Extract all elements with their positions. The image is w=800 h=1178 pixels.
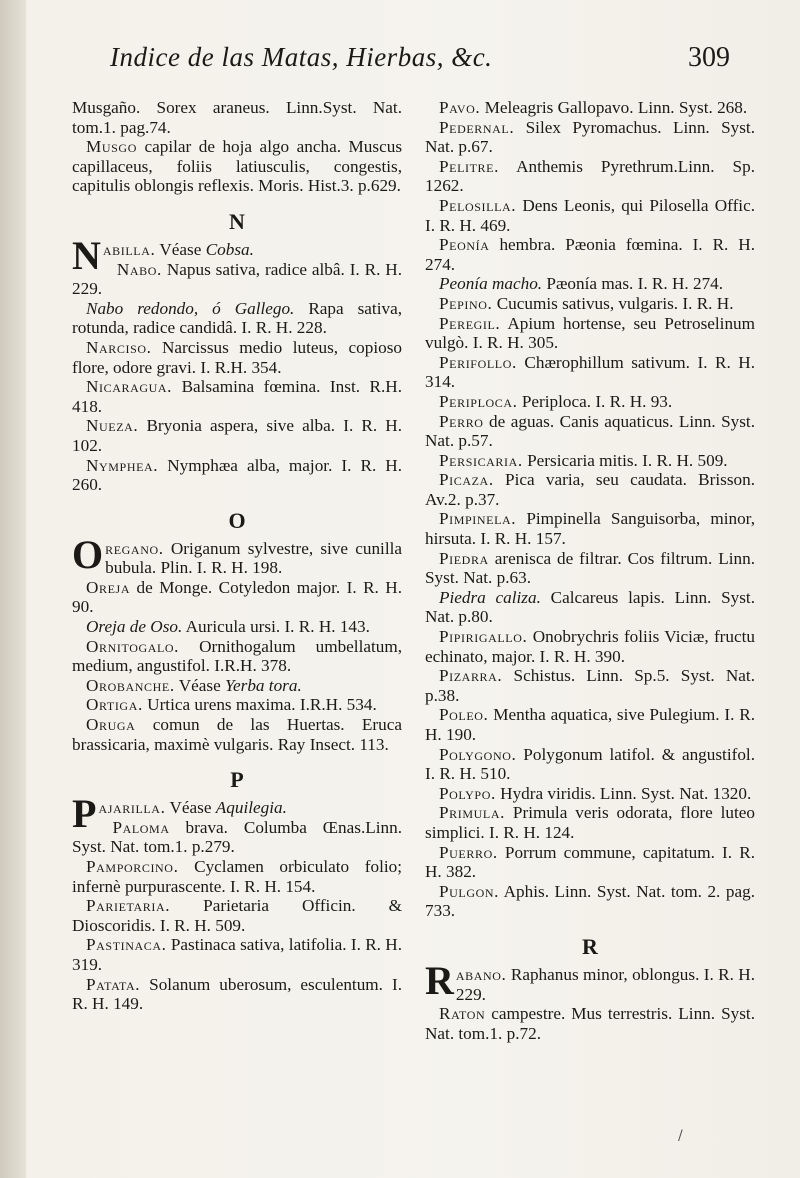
entry-headword: Peonía <box>439 235 490 255</box>
entry-headword: Pepino. <box>439 293 493 313</box>
entry-text: comun de las Huertas. Eruca brassicaria, maximè vulgaris. Ray Insect. 113. <box>72 715 403 754</box>
dictionary-entry <box>72 896 402 935</box>
dictionary-entry <box>72 857 402 896</box>
right-column <box>425 98 755 1043</box>
entry-text: hembra. Pæonia fœmina. I. R. H. 274. <box>425 235 755 274</box>
entry-variant: Oreja de Oso. <box>86 617 183 637</box>
dictionary-entry <box>425 392 755 412</box>
dictionary-entry <box>72 137 402 196</box>
page-number: 309 <box>688 42 730 73</box>
dictionary-entry <box>425 353 755 392</box>
entry-headword: Puerro. <box>439 842 498 862</box>
running-header <box>110 38 730 84</box>
entry-text: brava. Columba Œnas.Linn. Syst. Nat. tom.1. p.279. <box>72 817 403 857</box>
entry-text: de Monge. Cotyledon major. I. R. H. 90. <box>72 577 402 617</box>
entry-text: Porrum commune, capitatum. I. R. H. 382. <box>425 842 755 882</box>
dictionary-entry <box>425 803 755 842</box>
section-letter: O <box>228 507 246 533</box>
dictionary-entry <box>425 1004 755 1043</box>
entry-text: Persicaria mitis. I. R. H. 509. <box>527 450 728 470</box>
dictionary-entry <box>425 957 756 1004</box>
entry-headword: Picaza. <box>439 470 494 490</box>
section-letter: R <box>582 933 598 959</box>
dictionary-entry <box>425 118 755 157</box>
entry-headword: Oreja <box>86 577 131 597</box>
dictionary-entry <box>425 745 755 784</box>
dictionary-entry <box>425 157 755 196</box>
entry-reference: Yerba tora. <box>225 675 302 695</box>
entry-text: Raphanus minor, oblongus. I. R. H. 229. <box>455 964 756 1004</box>
entry-text: Ornithogalum umbellatum, medium, angustifol. I.R.H. 378. <box>72 636 403 676</box>
dictionary-entry <box>72 578 402 617</box>
dictionary-entry <box>72 695 402 715</box>
dictionary-entry <box>72 617 402 637</box>
entry-headword: Polypo. <box>439 783 496 803</box>
entry-headword: Polygono. <box>439 744 517 764</box>
entry-text: Polygonum latifol. & angustifol. I. R. H. 510. <box>425 744 755 784</box>
entry-text: Pimpinella Sanguisorba, minor, hirsuta. I. R. H. 157. <box>425 509 755 549</box>
dictionary-entry <box>72 935 402 974</box>
entry-text: Apium hortense, seu Petroselinum vulgò. I. R. H. 305. <box>425 313 755 353</box>
dictionary-entry <box>425 98 755 118</box>
entry-text: Periploca. I. R. H. 93. <box>521 391 673 411</box>
entry-text: Auricula ursi. I. R. H. 143. <box>185 617 370 637</box>
dictionary-entry <box>425 314 755 353</box>
dictionary-entry <box>425 412 755 451</box>
dictionary-entry <box>72 531 403 578</box>
entry-headword: Pastinaca. <box>86 935 167 955</box>
drop-initial: O <box>72 531 104 577</box>
dictionary-entry <box>425 843 755 882</box>
left-column <box>72 98 402 1014</box>
entry-headword: Nabo. <box>116 259 162 279</box>
entry-text: Rapa sativa, rotunda, radice candidâ. I. R. H. 228. <box>72 298 402 338</box>
entry-headword: Ornitogalo. <box>86 636 180 656</box>
dictionary-entry <box>72 818 402 857</box>
entry-headword: Pelosilla. <box>439 195 517 215</box>
entry-headword: Parietaria. <box>86 896 171 916</box>
entry-text: Solanum uberosum, esculentum. I. R. H. 149. <box>72 974 402 1014</box>
dictionary-entry <box>72 456 402 495</box>
entry-variant: Piedra caliza. <box>439 587 541 607</box>
entry-text: Pæonía mas. I. R. H. 274. <box>546 274 724 294</box>
entry-text: Anthemis Pyrethrum.Linn. Sp. 1262. <box>425 156 755 196</box>
entry-text: Chærophillum sativum. I. R. H. 314. <box>425 352 756 392</box>
dictionary-entry <box>425 882 755 921</box>
dictionary-entry <box>425 294 755 314</box>
entry-text: Primula veris odorata, flore luteo simplici. I. R. H. 124. <box>425 803 755 842</box>
entry-headword: Raton <box>439 1004 486 1024</box>
entry-headword: Perifollo. <box>439 352 517 372</box>
entry-headword: Nueza. <box>86 416 139 436</box>
entry-text: Parietaria Officin. & Dioscoridis. I. R. H. 509. <box>72 896 402 935</box>
entry-headword: Persicaria. <box>439 450 523 470</box>
dictionary-entry <box>425 509 755 548</box>
section-letter: P <box>230 767 244 793</box>
entry-headword: Oruga <box>86 715 136 735</box>
entry-headword: Pulgon. <box>439 881 500 901</box>
entry-text: Cucumis sativus, vulgaris. I. R. H. <box>496 293 734 313</box>
entry-headword: abilla. <box>102 239 156 259</box>
entry-headword: Peregil. <box>439 313 501 333</box>
entry-text: de aguas. Canis aquaticus. Linn. Syst. Nat. p.57. <box>425 411 756 451</box>
dictionary-entry <box>72 299 402 338</box>
drop-initial: R <box>425 957 454 1003</box>
entry-headword: Orobanche. <box>86 675 175 695</box>
entry-text: Mentha aquatica, sive Pulegium. I. R. H. 190. <box>425 705 755 744</box>
entry-reference: Cobsa. <box>205 239 254 259</box>
entry-text: Dens Leonis, qui Pilosella Offic. I. R. H. 469. <box>425 195 756 235</box>
entry-text: Véase <box>159 239 202 259</box>
dictionary-entry <box>72 975 402 1014</box>
entry-text: Schistus. Linn. Sp.5. Syst. Nat. p.38. <box>425 666 755 705</box>
dictionary-entry <box>425 235 755 274</box>
dictionary-entry <box>72 338 402 377</box>
entry-headword: Ortiga. <box>86 695 143 715</box>
entry-headword: regano. <box>105 538 164 558</box>
entry-text: Napus sativa, radice albâ. I. R. H. 229. <box>72 259 403 299</box>
entry-text: Origanum sylvestre, sive cunilla bubula. Plin. I. R. H. 198. <box>105 538 403 578</box>
dictionary-entry <box>72 98 402 137</box>
dictionary-entry <box>425 627 755 666</box>
entry-variant: Peonía macho. <box>439 274 543 294</box>
entry-headword: Pamporcino. <box>86 857 179 876</box>
entry-headword: Pelitre. <box>439 156 499 176</box>
entry-text: Hydra viridis. Linn. Syst. Nat. 1320. <box>500 783 752 803</box>
dictionary-entry <box>425 549 755 588</box>
entry-headword: Pimpinela. <box>439 509 517 529</box>
dictionary-entry <box>72 637 402 676</box>
entry-headword: Primula. <box>439 803 505 823</box>
entry-headword: Periploca. <box>439 391 518 411</box>
entry-text: Véase <box>178 675 221 695</box>
dictionary-entry <box>425 470 755 509</box>
entry-variant: Nabo redondo, ó Gallego. <box>86 298 295 318</box>
entry-headword: Paloma <box>112 817 170 837</box>
entry-headword: Piedra <box>439 548 489 568</box>
entry-text: Narcissus medio luteus, copioso flore, odore gravi. I. R.H. 354. <box>72 337 403 377</box>
entry-text: campestre. Mus terrestris. Linn. Syst. Nat. tom.1. p.72. <box>425 1004 755 1043</box>
dictionary-entry <box>425 666 755 705</box>
entry-text: Meleagris Gallopavo. Linn. Syst. 268. <box>484 98 748 117</box>
dictionary-entry <box>72 260 402 299</box>
dictionary-entry <box>425 784 755 804</box>
page-gutter <box>0 0 26 1178</box>
entry-text: Nymphæa alba, major. I. R. H. 260. <box>72 455 403 495</box>
entry-text: Musgaño. Sorex araneus. Linn.Syst. Nat. tom.1. pag.74. <box>72 98 402 137</box>
dictionary-entry <box>425 274 755 294</box>
entry-headword: Pizarra. <box>439 666 503 686</box>
entry-headword: Nicaragua. <box>86 377 173 397</box>
dictionary-entry <box>425 196 755 235</box>
entry-text: arenisca de filtrar. Cos filtrum. Linn. Syst. Nat. p.63. <box>425 548 756 588</box>
entry-text: Pica varia, seu caudata. Brisson. Av.2. p.37. <box>425 470 756 509</box>
footer-mark: / <box>678 1128 683 1144</box>
entry-headword: Musgo <box>86 137 137 157</box>
entry-headword: ajarilla. <box>98 798 166 818</box>
entry-text: Cyclamen orbiculato folio; infernè purpurascente. I. R. H. 154. <box>72 857 402 896</box>
entry-text: Silex Pyromachus. Linn. Syst. Nat. p.67. <box>425 117 755 157</box>
entry-headword: abano. <box>455 964 507 984</box>
entry-text: Véase <box>169 798 212 818</box>
entry-text: Pastinaca sativa, latifolia. I. R. H. 319. <box>72 935 402 974</box>
drop-initial: N <box>72 232 101 278</box>
entry-text: Calcareus lapis. Linn. Syst. Nat. p.80. <box>425 587 755 627</box>
entry-text: Urtica urens maxima. I.R.H. 534. <box>147 695 377 715</box>
entry-headword: Patata. <box>86 974 141 994</box>
entry-headword: Pedernal. <box>439 117 515 137</box>
entry-reference: Aquilegia. <box>215 798 287 818</box>
entry-text: Aphis. Linn. Syst. Nat. tom. 2. pag. 733. <box>425 881 755 921</box>
drop-initial: P <box>72 791 97 837</box>
dictionary-entry <box>72 416 402 455</box>
dictionary-entry <box>425 588 755 627</box>
entry-headword: Pipirigallo. <box>439 627 528 647</box>
dictionary-entry <box>72 377 402 416</box>
entry-text: Bryonia aspera, sive alba. I. R. H. 102. <box>72 416 403 455</box>
dictionary-entry <box>425 451 755 471</box>
section-letter: N <box>229 208 245 234</box>
entry-headword: Poleo. <box>439 705 489 725</box>
dictionary-entry <box>72 715 402 754</box>
entry-text: capilar de hoja algo ancha. Muscus capillaceus, foliis latiusculis, congestis, capitulis oblongis reflexis. Moris. Hist.3. p.629. <box>72 137 403 196</box>
dictionary-entry <box>425 705 755 744</box>
header-title: Indice de las Matas, Hierbas, &c. <box>110 42 493 72</box>
entry-text: Balsamina fœmina. Inst. R.H. 418. <box>72 377 402 416</box>
entry-headword: Narciso. <box>86 337 152 357</box>
entry-headword: Perro <box>439 411 484 431</box>
entry-headword: Pavo. <box>439 98 481 117</box>
dictionary-entry <box>72 676 402 696</box>
entry-headword: Nymphea. <box>86 455 159 475</box>
entry-text: Onobrychris foliis Viciæ, fructu echinato, major. I. R. H. 390. <box>425 627 755 666</box>
